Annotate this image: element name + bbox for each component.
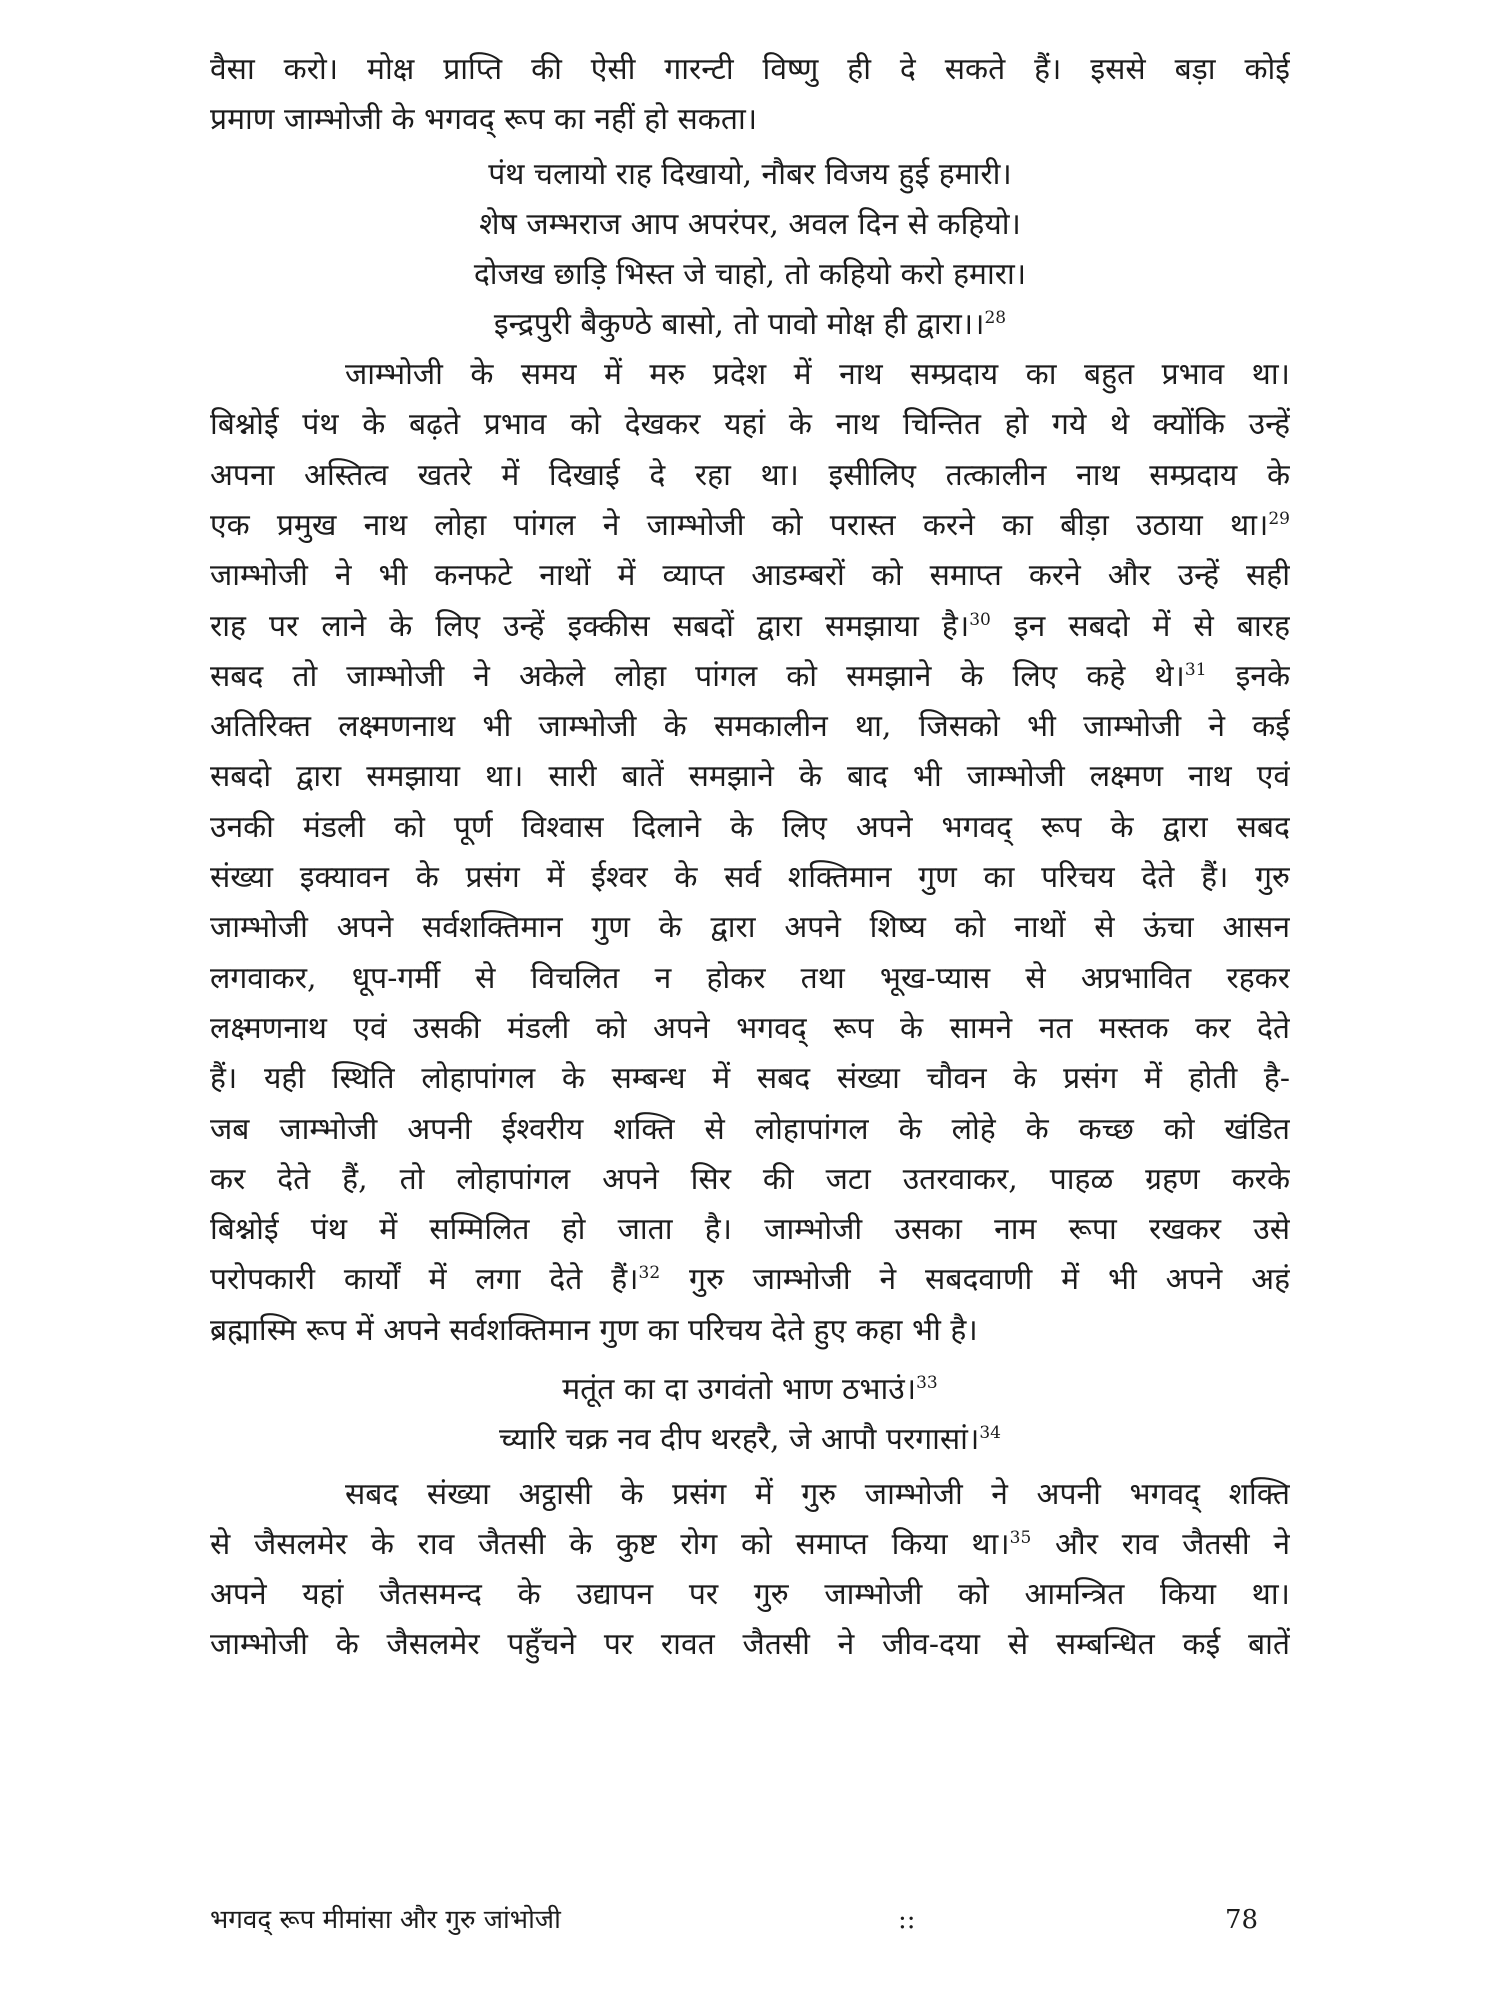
line-text: लक्ष्मणनाथ एवं उसकी मंडली को अपने भगवद् रूप के सामने नत मस्तक कर देते (210, 1010, 1290, 1046)
line-text: सबद तो जाम्भोजी ने अकेले लोहा पांगल को समझाने के लिए कहे थे। (210, 658, 1185, 694)
text-line (210, 903, 1290, 953)
footnote-ref: 31 (1184, 659, 1207, 680)
text-line (210, 1570, 1290, 1620)
line-text: जाम्भोजी अपने सर्वशक्तिमान गुण के द्वारा अपने शिष्य को नाथों से ऊंचा आसन (210, 910, 1290, 946)
text-line (345, 1470, 1290, 1520)
line-text: उनकी मंडली को पूर्ण विश्वास दिलाने के लिए अपने भगवद् रूप के द्वारा सबद (210, 809, 1290, 845)
line-text: जाम्भोजी के जैसलमेर पहुँचने पर रावत जैतसी ने जीव-दया से सम्बन्धित कई बातें (210, 1627, 1290, 1662)
footnote-ref: 32 (638, 1263, 661, 1284)
verse-line: शेष जम्भराज आप अपरंपर, अवल दिन से कहियो। (479, 207, 1021, 242)
text-line (210, 1205, 1290, 1255)
text-line (345, 350, 1290, 400)
line-text: हैं। यही स्थिति लोहापांगल के सम्बन्ध में सबद संख्या चौवन के प्रसंग में होती है- (210, 1061, 1290, 1097)
text-line (210, 702, 1290, 752)
line-text: सबदो द्वारा समझाया था। सारी बातें समझाने के बाद भी जाम्भोजी लक्ष्मण नाथ एवं (210, 759, 1290, 795)
line-text-tail: इन सबदो में से बारह (990, 608, 1290, 644)
line-text: परोपकारी कार्यों में लगा देते हैं। (210, 1262, 639, 1298)
line-text: सबद संख्या अट्ठासी के प्रसंग में गुरु जाम्भोजी ने अपनी भगवद् शक्ति (345, 1477, 1290, 1512)
footnote-ref: 30 (969, 609, 991, 630)
verse-line (0, 1365, 1500, 1415)
text-line (210, 1054, 1290, 1104)
line-text: कर देते हैं, तो लोहापांगल अपने सिर की जटा उतरवाकर, पाहळ ग्रहण करके (210, 1161, 1290, 1197)
text-line (210, 551, 1290, 601)
line-text: एक प्रमुख नाथ लोहा पांगल ने जाम्भोजी को परास्त करने का बीड़ा उठाया था। (210, 507, 1269, 543)
text-line (210, 1306, 1290, 1356)
text-line (210, 602, 1290, 652)
footnote-ref: 34 (979, 1423, 1001, 1443)
page-number: 78 (1225, 1905, 1259, 1935)
footnote-ref: 35 (1009, 1528, 1032, 1548)
text-line (210, 501, 1290, 551)
line-text: लगवाकर, धूप-गर्मी से विचलित न होकर तथा भूख-प्यास से अप्रभावित रहकर (210, 960, 1290, 996)
text-line (210, 853, 1290, 903)
text-line (210, 400, 1290, 450)
verse-line: पंथ चलायो राह दिखायो, नौबर विजय हुई हमारी। (488, 157, 1012, 192)
text-line (210, 752, 1290, 802)
text-line (210, 1155, 1290, 1205)
text-line (210, 1620, 1290, 1670)
line-text: संख्या इक्यावन के प्रसंग में ईश्वर के सर्व शक्तिमान गुण का परिचय देते हैं। गुरु (210, 860, 1290, 895)
text-line: वैसा करो। मोक्ष प्राप्ति की ऐसी गारन्टी विष्णु ही दे सकते हैं। इससे बड़ा कोई (210, 52, 1290, 87)
line-text: राह पर लाने के लिए उन्हें इक्कीस सबदों द्वारा समझाया है। (210, 608, 970, 644)
footer-separator: :: (898, 1905, 916, 1935)
line-text: अपने यहां जैतसमन्द के उद्यापन पर गुरु जाम्भोजी को आमन्त्रित किया था। (210, 1577, 1290, 1612)
line-text-tail: इनके (1206, 658, 1290, 694)
verse-line (0, 300, 1500, 350)
text-line (210, 954, 1290, 1004)
text-line (210, 652, 1290, 702)
line-text: च्यारि चक्र नव दीप थरहरै, जे आपौ परगासां। (499, 1422, 980, 1457)
line-text: बिश्नोई पंथ के बढ़ते प्रभाव को देखकर यहां के नाथ चिन्तित हो गये थे क्योंकि उन्हें (210, 407, 1290, 443)
line-text: जाम्भोजी ने भी कनफटे नाथों में व्याप्त आडम्बरों को समाप्त करने और उन्हें सही (210, 558, 1290, 594)
line-text: अपना अस्तित्व खतरे में दिखाई दे रहा था। इसीलिए तत्कालीन नाथ सम्प्रदाय के (210, 457, 1290, 493)
line-text: अतिरिक्त लक्ष्मणनाथ भी जाम्भोजी के समकालीन था, जिसको भी जाम्भोजी ने कई (210, 709, 1290, 745)
text-line (210, 1520, 1290, 1570)
text-line (210, 1255, 1290, 1305)
line-text: मतूंत का दा उगवंतो भाण ठभाउं। (562, 1372, 917, 1407)
verse-text: इन्द्रपुरी बैकुण्ठे बासो, तो पावो मोक्ष ही द्वारा।। (493, 307, 985, 342)
line-text: बिश्नोई पंथ में सम्मिलित हो जाता है। जाम्भोजी उसका नाम रूपा रखकर उसे (210, 1212, 1290, 1248)
line-text: से जैसलमेर के राव जैतसी के कुष्ट रोग को समाप्त किया था। (210, 1527, 1010, 1562)
footnote-ref: 29 (1268, 508, 1290, 529)
line-text: जब जाम्भोजी अपनी ईश्वरीय शक्ति से लोहापांगल के लोहे के कच्छ को खंडित (210, 1111, 1290, 1147)
footer-title: भगवद् रूप मीमांसा और गुरु जांभोजी (210, 1905, 561, 1935)
footnote-ref: 28 (984, 308, 1007, 328)
text-line (210, 803, 1290, 853)
line-text-tail: गुरु जाम्भोजी ने सबदवाणी में भी अपने अहं (660, 1262, 1290, 1298)
line-text-tail: और राव जैतसी ने (1031, 1527, 1290, 1562)
text-line: प्रमाण जाम्भोजी के भगवद् रूप का नहीं हो सकता। (210, 102, 758, 137)
line-text: जाम्भोजी के समय में मरु प्रदेश में नाथ सम्प्रदाय का बहुत प्रभाव था। (345, 357, 1290, 392)
line-text: ब्रह्मास्मि रूप में अपने सर्वशक्तिमान गुण का परिचय देते हुए कहा भी है। (210, 1312, 978, 1348)
verse-line: दोजख छाड़ि भिस्त जे चाहो, तो कहियो करो हमारा। (473, 257, 1027, 292)
footnote-ref: 33 (916, 1373, 938, 1393)
text-line (210, 451, 1290, 501)
text-line (210, 1004, 1290, 1054)
verse-line (0, 1415, 1500, 1465)
text-line (210, 1105, 1290, 1155)
